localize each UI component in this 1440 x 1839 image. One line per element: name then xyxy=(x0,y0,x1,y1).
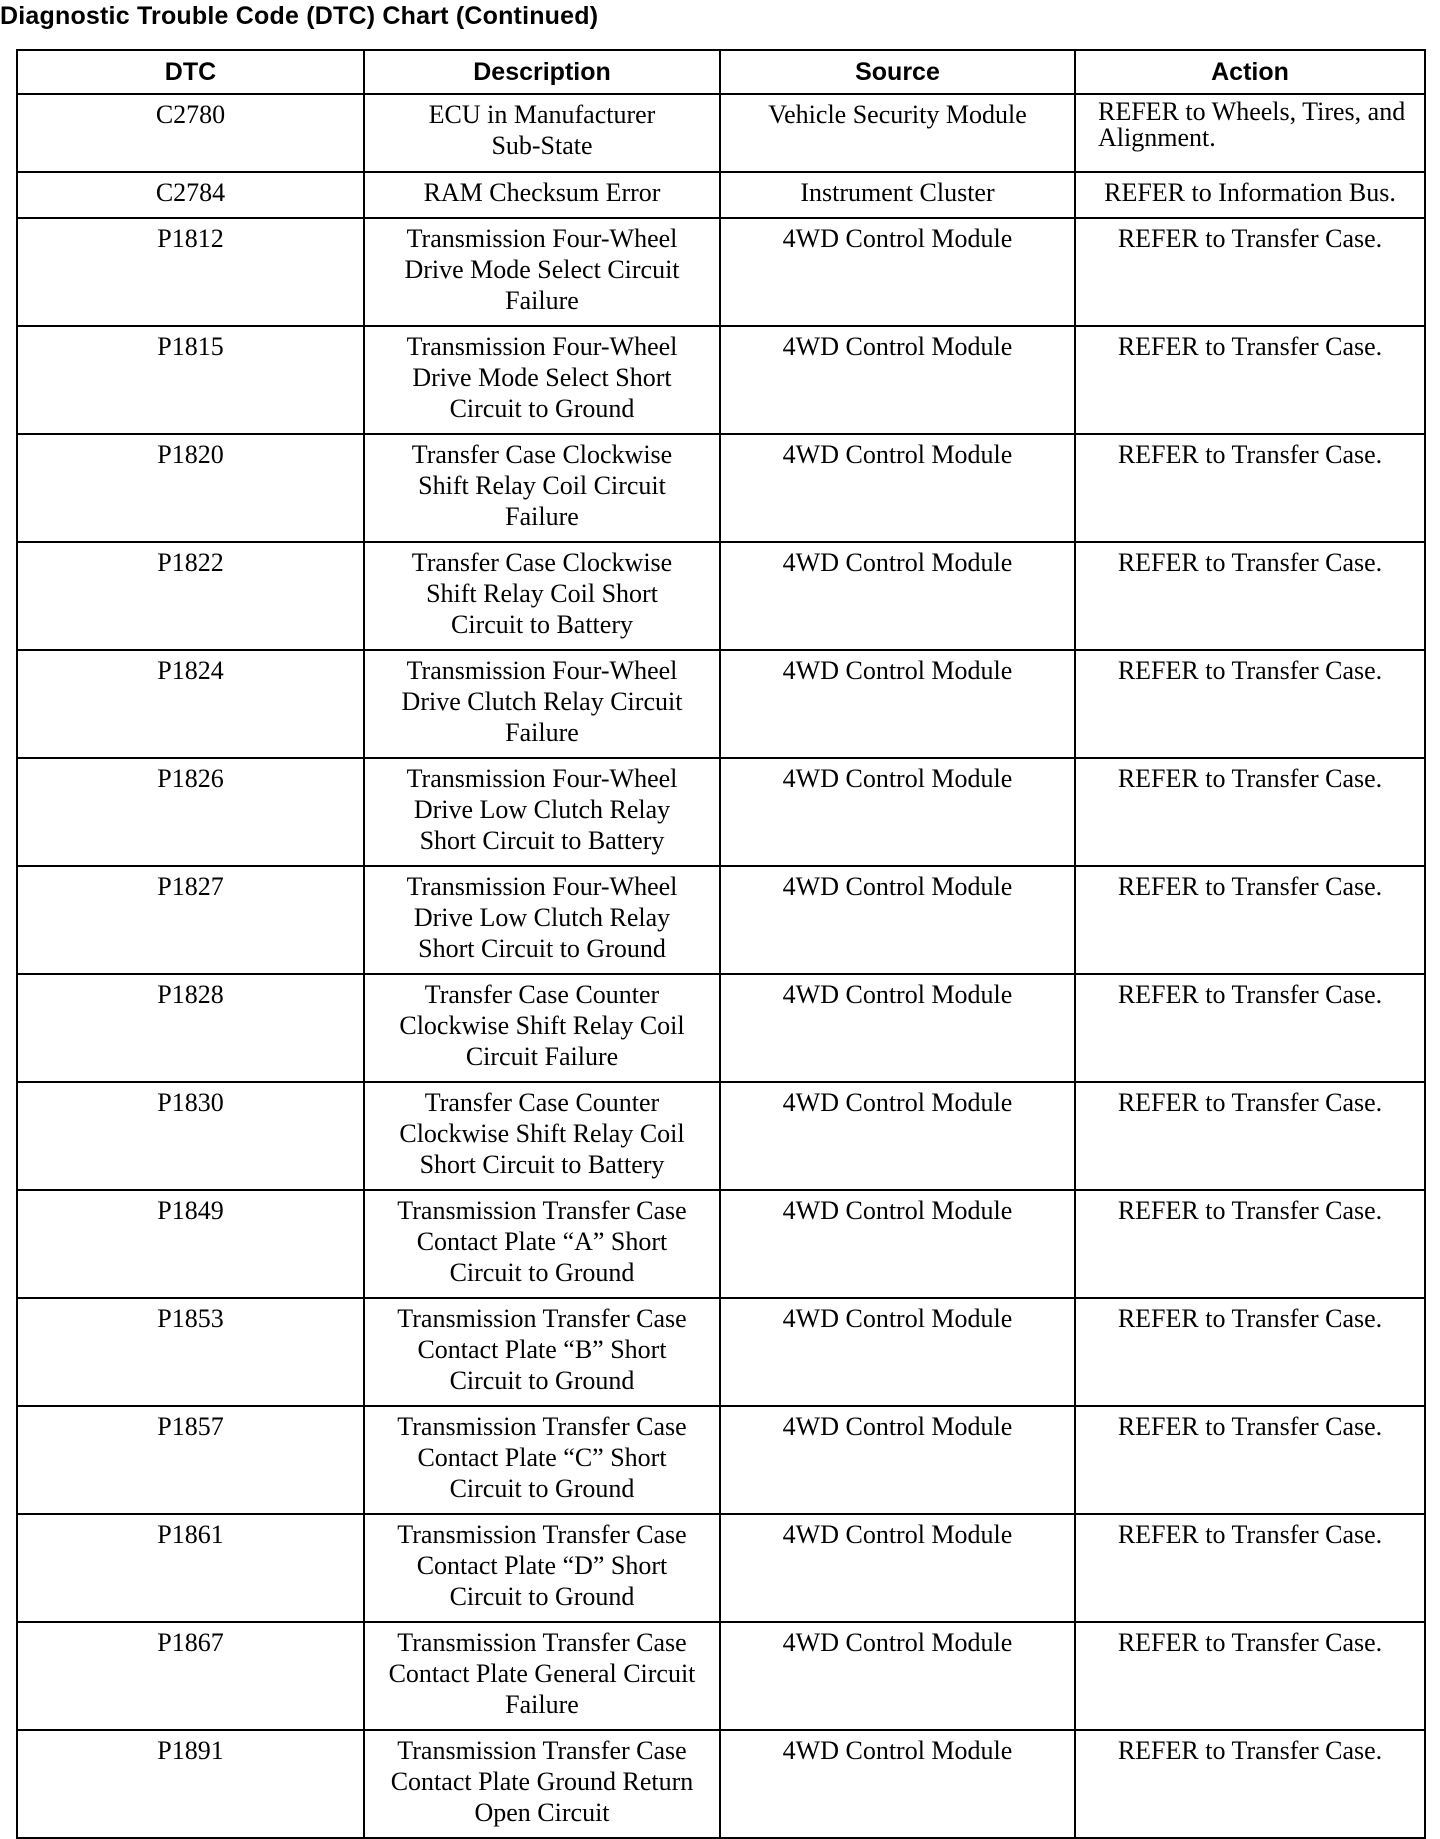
table-row xyxy=(17,1730,1425,1838)
source-cell: 4WD Control Module xyxy=(720,1298,1075,1406)
dtc-code-cell: P1891 xyxy=(17,1730,364,1838)
column-header-action: Action xyxy=(1075,50,1425,94)
column-header-dtc: DTC xyxy=(17,50,364,94)
description-cell xyxy=(364,974,720,1082)
dtc-code-cell: P1812 xyxy=(17,218,364,326)
description-text: Transmission Transfer Case Contact Plate General Circuit Failure xyxy=(388,1628,696,1719)
description-cell xyxy=(364,1190,720,1298)
action-cell: REFER to Transfer Case. xyxy=(1075,866,1425,974)
description-cell xyxy=(364,1514,720,1622)
action-cell: REFER to Transfer Case. xyxy=(1075,434,1425,542)
description-text: Transmission Transfer Case Contact Plate “C” Short Circuit to Ground xyxy=(397,1412,687,1503)
description-text: Transmission Transfer Case Contact Plate “A” Short Circuit to Ground xyxy=(397,1196,687,1287)
description-text: Transfer Case Clockwise Shift Relay Coil Circuit Failure xyxy=(411,440,673,531)
action-cell: REFER to Transfer Case. xyxy=(1075,542,1425,650)
dtc-code-cell: C2784 xyxy=(17,172,364,218)
source-cell: 4WD Control Module xyxy=(720,326,1075,434)
action-cell: REFER to Transfer Case. xyxy=(1075,1622,1425,1730)
dtc-code-cell: P1827 xyxy=(17,866,364,974)
description-text: Transmission Four-Wheel Drive Clutch Relay Circuit Failure xyxy=(401,656,683,747)
description-cell: RAM Checksum Error xyxy=(364,172,720,218)
action-cell: REFER to Transfer Case. xyxy=(1075,1514,1425,1622)
table-row xyxy=(17,650,1425,758)
dtc-code-cell: P1849 xyxy=(17,1190,364,1298)
table-row xyxy=(17,758,1425,866)
description-text: Transmission Transfer Case Contact Plate “D” Short Circuit to Ground xyxy=(397,1520,687,1611)
description-text: ECU in Manufacturer Sub-State xyxy=(428,100,656,160)
source-cell: 4WD Control Module xyxy=(720,866,1075,974)
description-cell xyxy=(364,866,720,974)
table-header-row xyxy=(17,50,1425,94)
dtc-code-cell: P1826 xyxy=(17,758,364,866)
source-cell: 4WD Control Module xyxy=(720,434,1075,542)
source-cell: 4WD Control Module xyxy=(720,1190,1075,1298)
dtc-code-cell: P1861 xyxy=(17,1514,364,1622)
table-row xyxy=(17,1298,1425,1406)
action-cell: REFER to Wheels, Tires, and Alignment. xyxy=(1075,94,1425,172)
description-text: Transmission Four-Wheel Drive Low Clutch Relay Short Circuit to Ground xyxy=(406,872,678,963)
description-cell xyxy=(364,1082,720,1190)
description-text: Transmission Four-Wheel Drive Mode Select Circuit Failure xyxy=(404,224,680,315)
dtc-code-cell: P1822 xyxy=(17,542,364,650)
description-text: Transmission Four-Wheel Drive Mode Select Short Circuit to Ground xyxy=(406,332,678,423)
action-cell: REFER to Transfer Case. xyxy=(1075,974,1425,1082)
action-cell: REFER to Transfer Case. xyxy=(1075,758,1425,866)
action-cell: REFER to Transfer Case. xyxy=(1075,1082,1425,1190)
action-cell: REFER to Transfer Case. xyxy=(1075,650,1425,758)
table-row xyxy=(17,866,1425,974)
dtc-code-cell: P1820 xyxy=(17,434,364,542)
description-cell xyxy=(364,758,720,866)
dtc-chart-table xyxy=(16,49,1426,1839)
dtc-code-cell: P1867 xyxy=(17,1622,364,1730)
description-cell xyxy=(364,94,720,172)
source-cell: 4WD Control Module xyxy=(720,1082,1075,1190)
source-cell: 4WD Control Module xyxy=(720,1514,1075,1622)
description-cell xyxy=(364,218,720,326)
action-cell: REFER to Transfer Case. xyxy=(1075,1190,1425,1298)
action-cell: REFER to Transfer Case. xyxy=(1075,218,1425,326)
description-cell xyxy=(364,1622,720,1730)
column-header-description: Description xyxy=(364,50,720,94)
table-row xyxy=(17,1190,1425,1298)
table-row xyxy=(17,218,1425,326)
table-row xyxy=(17,1622,1425,1730)
action-cell: REFER to Information Bus. xyxy=(1075,172,1425,218)
description-cell xyxy=(364,1730,720,1838)
description-text: Transfer Case Counter Clockwise Shift Relay Coil Circuit Failure xyxy=(399,980,685,1071)
description-cell xyxy=(364,542,720,650)
description-cell xyxy=(364,1406,720,1514)
table-row xyxy=(17,172,1425,218)
action-cell: REFER to Transfer Case. xyxy=(1075,326,1425,434)
source-cell: 4WD Control Module xyxy=(720,1622,1075,1730)
dtc-code-cell: P1853 xyxy=(17,1298,364,1406)
table-row xyxy=(17,1406,1425,1514)
dtc-code-cell: C2780 xyxy=(17,94,364,172)
description-cell xyxy=(364,1298,720,1406)
action-cell: REFER to Transfer Case. xyxy=(1075,1406,1425,1514)
description-cell xyxy=(364,434,720,542)
column-header-source: Source xyxy=(720,50,1075,94)
table-row xyxy=(17,94,1425,172)
table-row xyxy=(17,974,1425,1082)
source-cell: 4WD Control Module xyxy=(720,1730,1075,1838)
description-cell xyxy=(364,650,720,758)
page-title: Diagnostic Trouble Code (DTC) Chart (Continued) xyxy=(0,2,599,30)
source-cell: Instrument Cluster xyxy=(720,172,1075,218)
dtc-code-cell: P1857 xyxy=(17,1406,364,1514)
table-row xyxy=(17,326,1425,434)
dtc-code-cell: P1815 xyxy=(17,326,364,434)
action-cell: REFER to Transfer Case. xyxy=(1075,1730,1425,1838)
table-row xyxy=(17,1514,1425,1622)
dtc-code-cell: P1824 xyxy=(17,650,364,758)
table-row xyxy=(17,542,1425,650)
source-cell: Vehicle Security Module xyxy=(720,94,1075,172)
dtc-code-cell: P1828 xyxy=(17,974,364,1082)
description-cell xyxy=(364,326,720,434)
description-text: Transfer Case Counter Clockwise Shift Relay Coil Short Circuit to Battery xyxy=(399,1088,685,1179)
table-row xyxy=(17,434,1425,542)
source-cell: 4WD Control Module xyxy=(720,218,1075,326)
description-text: Transfer Case Clockwise Shift Relay Coil Short Circuit to Battery xyxy=(411,548,673,639)
source-cell: 4WD Control Module xyxy=(720,650,1075,758)
source-cell: 4WD Control Module xyxy=(720,1406,1075,1514)
description-text: Transmission Transfer Case Contact Plate Ground Return Open Circuit xyxy=(390,1736,694,1827)
description-text: Transmission Transfer Case Contact Plate “B” Short Circuit to Ground xyxy=(397,1304,687,1395)
source-cell: 4WD Control Module xyxy=(720,542,1075,650)
description-text: Transmission Four-Wheel Drive Low Clutch Relay Short Circuit to Battery xyxy=(406,764,678,855)
dtc-code-cell: P1830 xyxy=(17,1082,364,1190)
table-row xyxy=(17,1082,1425,1190)
action-cell: REFER to Transfer Case. xyxy=(1075,1298,1425,1406)
source-cell: 4WD Control Module xyxy=(720,974,1075,1082)
source-cell: 4WD Control Module xyxy=(720,758,1075,866)
